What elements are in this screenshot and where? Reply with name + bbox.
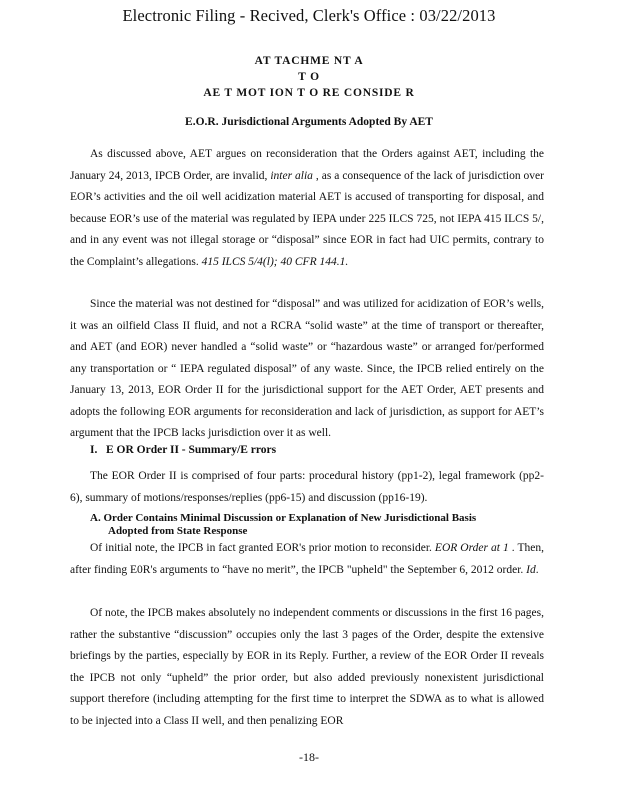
heading-section-1 xyxy=(90,444,276,456)
section-title: E.O.R. Jurisdictional Arguments Adopted By AET xyxy=(185,116,433,128)
attachment-to: T O xyxy=(298,71,320,83)
paragraph-4 xyxy=(70,538,544,581)
p4-text-c: . xyxy=(535,563,539,576)
paragraph-3: The EOR Order II is comprised of four parts: procedural history (pp1-2), legal framework (pp2-6), summary of motions/responses/replies (pp6-15) and discussion (pp16-19). xyxy=(70,470,544,504)
paragraph-5: Of note, the IPCB makes absolutely no independent comments or discussions in the first 16 pages, rather the substantive “discussion” occupies only the last 3 pages of the Order, despite the extensive briefings by the parties, especially by EOR in its Reply. Further, a review of the EOR Order II reveals the IPCB not only “upheld” the prior order, but also added previously nonexistent jurisdictional support therefore (including attempting for the first time to interpret the SDWA as to what is allowed to be injected into a Class II well, and then penalizing EOR xyxy=(70,607,544,727)
subheading-line-2: Adopted from State Response xyxy=(108,525,248,537)
p1-text-b: , as a consequence of the lack of jurisdiction over EOR’s activities and the oil well acidization material AET is accused of transporting for disposal, and because EOR’s use of the material was regulated by IEPA under 225 ILCS 725, not IEPA 415 ILCS 5/, and in any event was not illegal storage or “disposal” since EOR in fact had UIC permits, contrary to the Complaint’s allegations. xyxy=(70,169,544,268)
p1-citation-inter-alia: inter alia xyxy=(270,169,313,182)
subheading-line-1: A. Order Contains Minimal Discussion or Explanation of New Jurisdictional Basis xyxy=(90,512,477,524)
attachment-title: AE T MOT ION T O RE CONSIDE R xyxy=(203,87,415,99)
p1-citation-statute: 415 ILCS 5/4(l); 40 CFR 144.1. xyxy=(201,255,349,268)
p1-text-a: As discussed above, AET argues on reconsideration that the Orders against AET, including the January 24, 2013, IPCB Order, are invalid, xyxy=(70,148,544,182)
subheading-a xyxy=(90,512,476,538)
p4-citation-id: Id xyxy=(526,563,536,576)
page-number: -18- xyxy=(299,750,319,764)
filing-header: Electronic Filing - Recived, Clerk's Office : 03/22/2013 xyxy=(122,6,496,25)
heading-text: E OR Order II - Summary/E rrors xyxy=(105,444,277,456)
heading-number: I. xyxy=(90,444,98,456)
paragraph-1 xyxy=(70,144,544,273)
p4-citation-eor-order: EOR Order at 1 xyxy=(434,542,509,554)
p4-text-b: . Then, after finding E0R's arguments to “have no merit”, the IPCB "upheld" the September 6, 2012 order. xyxy=(70,542,545,576)
paragraph-2: Since the material was not destined for “disposal” and was utilized for acidization of EOR’s wells, it was an oilfield Class II fluid, and not a RCRA “solid waste” at the time of transport or thereafter, and AET (and EOR) never handled a “solid waste” or “hazardous waste” or arranged for/performed any transportation or “ IEPA regulated disposal” of any waste. Since, the IPCB relied entirely on the January 13, 2013, EOR Order II for the jurisdictional support for the AET Order, AET presents and adopts the following EOR arguments for reconsideration and lack of jurisdiction, as support for AET’s argument that the IPCB lacks jurisdiction over it as well. xyxy=(70,298,544,439)
attachment-label: AT TACHME NT A xyxy=(254,55,364,67)
p4-text-a: Of initial note, the IPCB in fact granted EOR's prior motion to reconsider. xyxy=(90,542,435,554)
